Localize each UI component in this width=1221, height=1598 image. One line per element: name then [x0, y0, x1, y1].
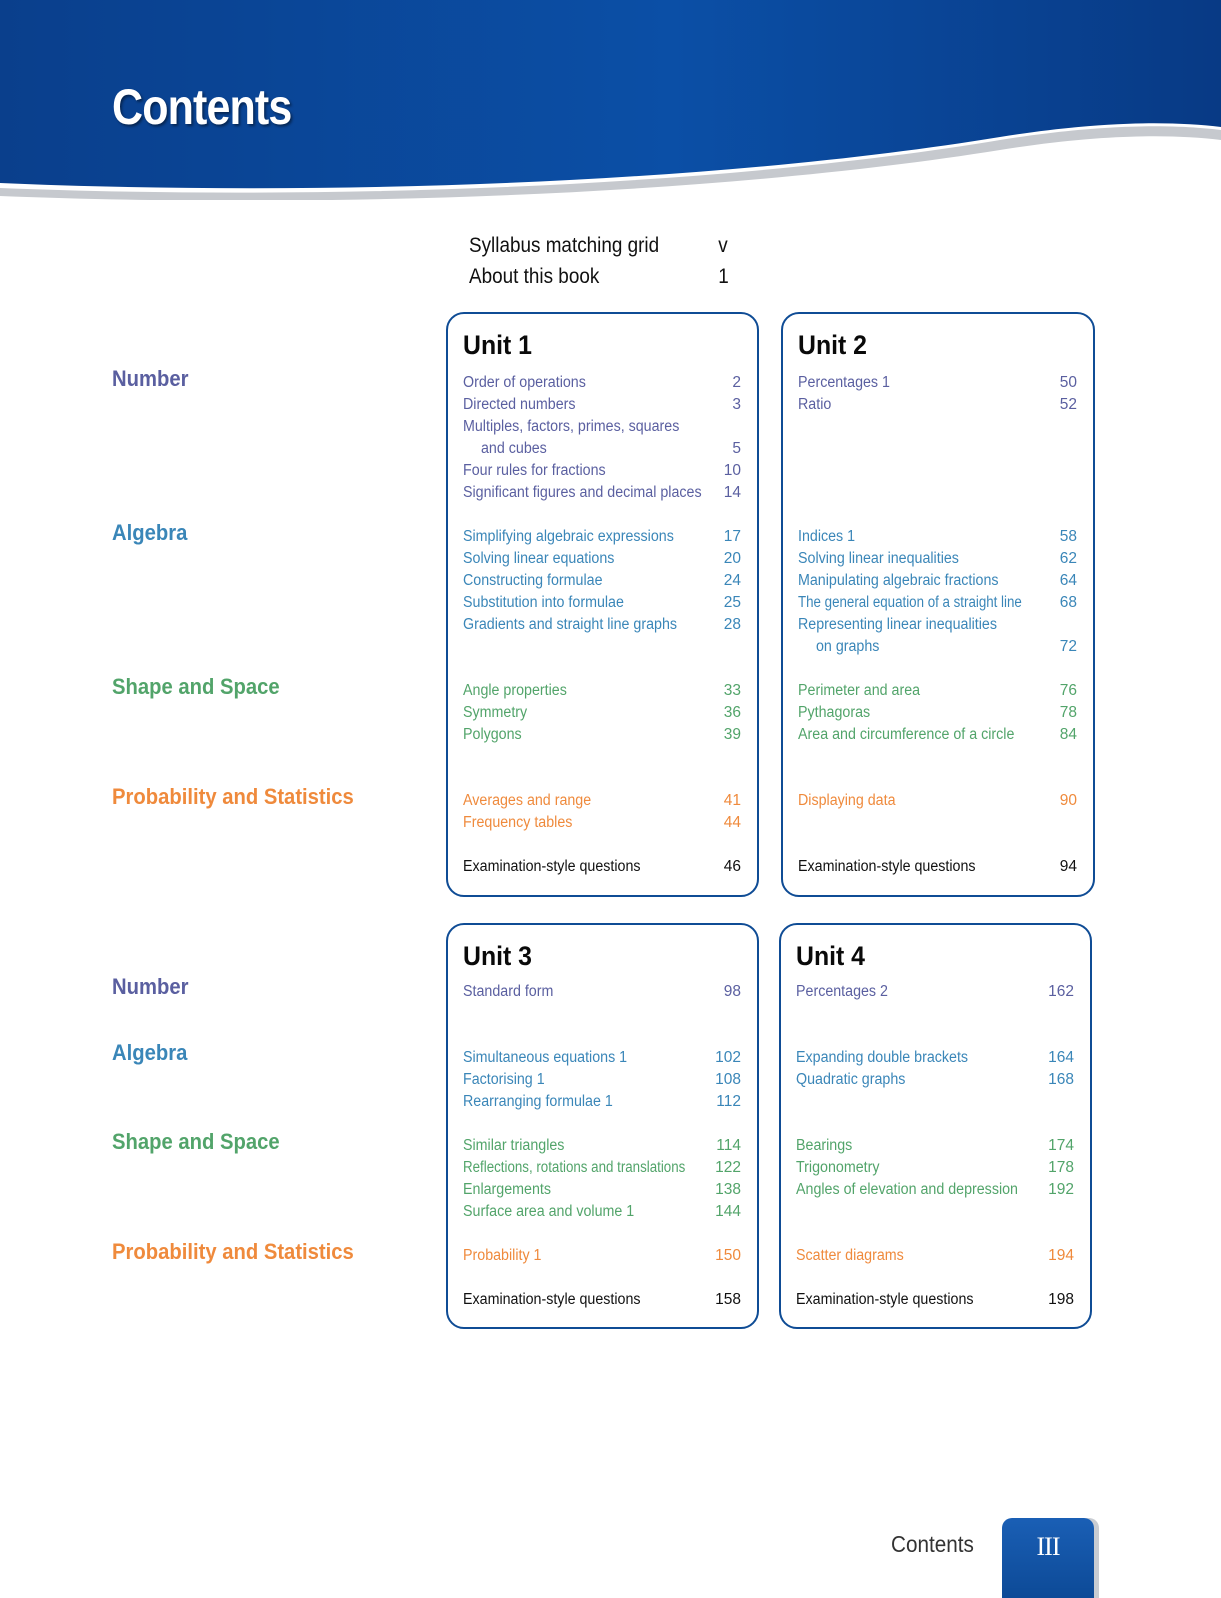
entry-title: Solving linear inequalities	[798, 550, 959, 567]
page-number-tab	[1002, 1518, 1094, 1598]
entry-page: 50	[1059, 374, 1077, 391]
toc-entry[interactable]	[463, 438, 741, 460]
entry-title: Area and circumference of a circle	[798, 726, 1015, 743]
entry-title: Rearranging formulae 1	[463, 1093, 613, 1110]
entry-title: Percentages 2	[796, 983, 888, 1000]
entry-page: 102	[715, 1049, 741, 1066]
entry-page: 158	[715, 1291, 741, 1308]
entry-title: Examination-style questions	[463, 858, 641, 875]
entry-page: 33	[723, 682, 741, 699]
entry-page: 138	[715, 1181, 741, 1198]
entry-title: Frequency tables	[463, 814, 573, 831]
entry-page: 41	[723, 792, 741, 809]
entry-title: Factorising 1	[463, 1071, 545, 1088]
toc-entry[interactable]	[798, 724, 1077, 746]
entry-page: 24	[723, 572, 741, 589]
entry-page: 25	[723, 594, 741, 611]
entry-title: Bearings	[796, 1137, 853, 1154]
entry-title: Simplifying algebraic expressions	[463, 528, 674, 545]
entry-page: 90	[1059, 792, 1077, 809]
toc-entry[interactable]	[798, 394, 1077, 416]
entry-page: 144	[715, 1203, 741, 1220]
entry-title: Reflections, rotations and translations	[463, 1159, 686, 1176]
toc-entry[interactable]	[796, 981, 1074, 1003]
entry-page: 76	[1059, 682, 1077, 699]
category-label-number: Number	[112, 974, 189, 999]
toc-entry[interactable]	[796, 1179, 1074, 1201]
entry-page: 44	[723, 814, 741, 831]
toc-entry[interactable]	[798, 636, 1077, 658]
entry-page: 108	[715, 1071, 741, 1088]
entry-page: 72	[1059, 638, 1077, 655]
entry-page: 164	[1048, 1049, 1074, 1066]
entry-title: Percentages 1	[798, 374, 890, 391]
category-label-number: Number	[112, 366, 189, 391]
entry-page: 94	[1059, 858, 1077, 875]
entry-title: Solving linear equations	[463, 550, 615, 567]
category-label-algebra: Algebra	[112, 520, 188, 545]
entry-title: Examination-style questions	[463, 1291, 641, 1308]
toc-entry[interactable]	[463, 1201, 741, 1223]
unit-title: Unit 4	[796, 941, 866, 971]
entry-title: Order of operations	[463, 374, 586, 391]
entry-title: Gradients and straight line graphs	[463, 616, 678, 633]
toc-entry[interactable]	[463, 548, 741, 570]
entry-page: 78	[1059, 704, 1077, 721]
entry-page: 2	[732, 374, 741, 391]
entry-title: Simultaneous equations 1	[463, 1049, 628, 1066]
intro-page: v	[718, 234, 728, 257]
entry-page: 198	[1048, 1291, 1074, 1308]
entry-title: The general equation of a straight line	[798, 594, 1022, 611]
toc-entry-exam[interactable]	[463, 1289, 741, 1311]
entry-title: Ratio	[798, 396, 832, 413]
entry-title: Angle properties	[463, 682, 567, 699]
toc-entry[interactable]	[796, 1135, 1074, 1157]
category-label-algebra: Algebra	[112, 1040, 188, 1065]
footer-section-label: Contents	[891, 1531, 974, 1557]
intro-page: 1	[718, 265, 729, 288]
entry-title: Examination-style questions	[796, 1291, 974, 1308]
intro-row-about[interactable]	[469, 265, 729, 296]
toc-entry[interactable]	[798, 680, 1077, 702]
entry-title: Probability 1	[463, 1247, 542, 1264]
entry-title: Directed numbers	[463, 396, 576, 413]
entry-title: Manipulating algebraic fractions	[798, 572, 999, 589]
entry-page: 194	[1048, 1247, 1074, 1264]
toc-entry[interactable]	[463, 790, 741, 812]
entry-page: 5	[732, 440, 741, 457]
entry-page: 3	[732, 396, 741, 413]
entry-page: 114	[716, 1137, 741, 1154]
intro-title: About this book	[469, 265, 600, 288]
toc-entry[interactable]	[798, 570, 1077, 592]
toc-entry[interactable]	[463, 1157, 741, 1179]
entry-title: Enlargements	[463, 1181, 551, 1198]
entry-title: Indices 1	[798, 528, 856, 545]
entry-page: 64	[1059, 572, 1077, 589]
entry-page: 28	[723, 616, 741, 633]
toc-entry-exam[interactable]	[798, 856, 1077, 878]
unit-3-box	[446, 923, 759, 1329]
toc-entry[interactable]	[463, 680, 741, 702]
entry-title: Constructing formulae	[463, 572, 603, 589]
entry-page: 98	[723, 983, 741, 1000]
entry-title: Four rules for fractions	[463, 462, 606, 479]
unit-1-box	[446, 312, 759, 897]
unit-title: Unit 2	[798, 330, 868, 360]
entry-page: 52	[1059, 396, 1077, 413]
entry-title: and cubes	[481, 440, 547, 457]
entry-page: 10	[723, 462, 741, 479]
toc-entry-exam[interactable]	[463, 856, 741, 878]
entry-page: 58	[1059, 528, 1077, 545]
page-number: III	[1036, 1532, 1060, 1561]
unit-4-box	[779, 923, 1092, 1329]
entry-page: 168	[1048, 1071, 1074, 1088]
toc-entry[interactable]	[796, 1157, 1074, 1179]
entry-title: Perimeter and area	[798, 682, 921, 699]
entry-page: 39	[723, 726, 741, 743]
toc-entry[interactable]	[463, 526, 741, 548]
entry-page: 192	[1048, 1181, 1074, 1198]
toc-entry[interactable]	[798, 592, 1077, 614]
entry-page: 14	[723, 484, 741, 501]
toc-entry[interactable]	[463, 1091, 741, 1113]
toc-entry-exam[interactable]	[796, 1289, 1074, 1311]
toc-entry[interactable]	[463, 592, 741, 614]
entry-title: Multiples, factors, primes, squares	[463, 418, 680, 435]
entry-title: Surface area and volume 1	[463, 1203, 635, 1220]
entry-page: 62	[1059, 550, 1077, 567]
entry-title: Scatter diagrams	[796, 1247, 904, 1264]
entry-title: Angles of elevation and depression	[796, 1181, 1018, 1198]
entry-title: Substitution into formulae	[463, 594, 624, 611]
unit-2-box	[781, 312, 1095, 897]
intro-list	[469, 234, 749, 296]
entry-title: Averages and range	[463, 792, 592, 809]
toc-entry[interactable]	[463, 570, 741, 592]
category-label-probability: Probability and Statistics	[112, 784, 354, 809]
toc-entry[interactable]	[463, 1135, 741, 1157]
entry-page: 162	[1048, 983, 1074, 1000]
toc-entry[interactable]	[463, 460, 741, 482]
entry-title: Standard form	[463, 983, 554, 1000]
toc-entry[interactable]	[798, 614, 1077, 636]
entry-title: Similar triangles	[463, 1137, 565, 1154]
toc-entry[interactable]	[463, 1069, 741, 1091]
intro-row-syllabus[interactable]	[469, 234, 728, 265]
entry-page: 46	[723, 858, 741, 875]
entry-title: Quadratic graphs	[796, 1071, 906, 1088]
entry-page: 84	[1059, 726, 1077, 743]
entry-page: 122	[715, 1159, 741, 1176]
entry-page: 174	[1048, 1137, 1074, 1154]
toc-entry[interactable]	[463, 1179, 741, 1201]
entry-page: 17	[723, 528, 741, 545]
category-label-shape: Shape and Space	[112, 1129, 280, 1154]
toc-entry[interactable]	[463, 1245, 741, 1267]
entry-page: 68	[1059, 594, 1077, 611]
unit-title: Unit 3	[463, 941, 533, 971]
page-title: Contents	[112, 79, 292, 135]
toc-entry[interactable]	[798, 790, 1077, 812]
entry-title: Expanding double brackets	[796, 1049, 969, 1066]
unit-title: Unit 1	[463, 330, 533, 360]
entry-title: Representing linear inequalities	[798, 616, 997, 633]
intro-title: Syllabus matching grid	[469, 234, 660, 257]
toc-entry[interactable]	[796, 1069, 1074, 1091]
entry-title: on graphs	[816, 638, 880, 655]
entry-title: Examination-style questions	[798, 858, 976, 875]
toc-entry[interactable]	[463, 702, 741, 724]
toc-entry[interactable]	[796, 1245, 1074, 1267]
category-label-shape: Shape and Space	[112, 674, 280, 699]
category-label-probability: Probability and Statistics	[112, 1239, 354, 1264]
toc-entry[interactable]	[463, 372, 741, 394]
toc-entry[interactable]	[798, 548, 1077, 570]
toc-entry[interactable]	[463, 981, 741, 1003]
toc-entry[interactable]	[796, 1047, 1074, 1069]
entry-page: 20	[723, 550, 741, 567]
entry-page: 36	[723, 704, 741, 721]
entry-title: Symmetry	[463, 704, 528, 721]
toc-entry[interactable]	[463, 482, 741, 504]
toc-entry[interactable]	[463, 812, 741, 834]
toc-entry[interactable]	[463, 394, 741, 416]
toc-entry[interactable]	[798, 526, 1077, 548]
entry-title: Pythagoras	[798, 704, 871, 721]
entry-title: Polygons	[463, 726, 522, 743]
toc-entry[interactable]	[463, 614, 741, 636]
entry-page: 112	[716, 1093, 741, 1110]
entry-title: Displaying data	[798, 792, 896, 809]
toc-entry[interactable]	[463, 416, 741, 438]
entry-title: Significant figures and decimal places	[463, 484, 702, 501]
entry-page: 178	[1048, 1159, 1074, 1176]
toc-entry[interactable]	[798, 702, 1077, 724]
entry-page: 150	[715, 1247, 741, 1264]
toc-entry[interactable]	[463, 724, 741, 746]
toc-entry[interactable]	[798, 372, 1077, 394]
toc-entry[interactable]	[463, 1047, 741, 1069]
entry-title: Trigonometry	[796, 1159, 880, 1176]
